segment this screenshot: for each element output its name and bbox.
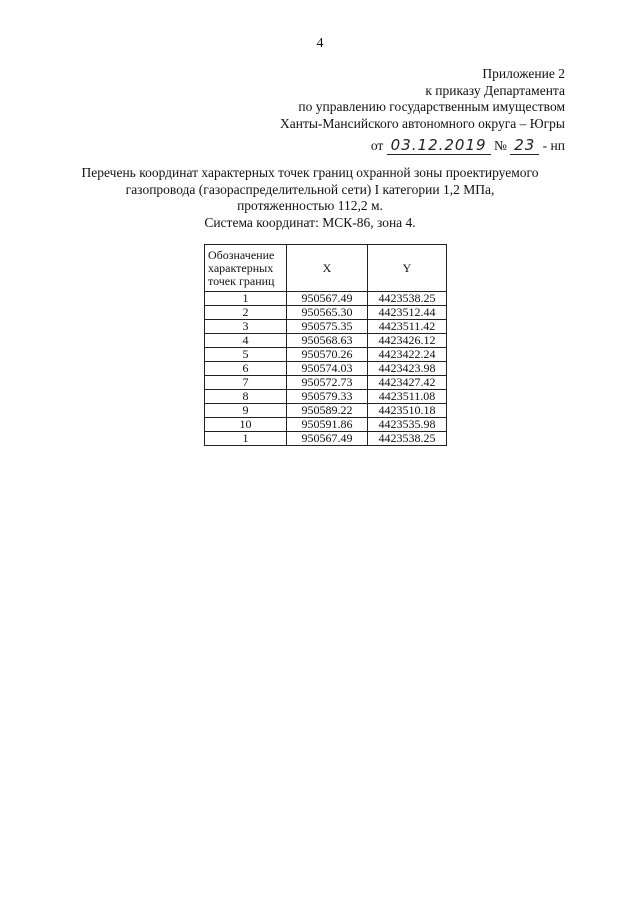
document-title (0, 165, 630, 231)
table-row (205, 334, 447, 348)
table-row (205, 376, 447, 390)
order-date-handwritten: 03.12.2019 (387, 136, 491, 155)
cell-x: 950570.26 (287, 348, 368, 362)
order-no-label: № (493, 138, 507, 153)
cell-point: 1 (205, 432, 287, 446)
table-row (205, 432, 447, 446)
cell-point: 9 (205, 404, 287, 418)
cell-point: 7 (205, 376, 287, 390)
header-point: Обозначение характерных точек границ (205, 245, 287, 292)
cell-x: 950579.33 (287, 390, 368, 404)
title-line: Система координат: МСК-86, зона 4. (204, 214, 416, 230)
table-row (205, 404, 447, 418)
cell-y: 4423511.08 (368, 390, 447, 404)
cell-y: 4423427.42 (368, 376, 447, 390)
table-row (205, 320, 447, 334)
cell-point: 3 (205, 320, 287, 334)
cell-x: 950572.73 (287, 376, 368, 390)
cell-y: 4423422.24 (368, 348, 447, 362)
order-number-handwritten: 23 (510, 136, 539, 155)
appendix-line: по управлению государственным имуществом (298, 99, 565, 114)
cell-point: 2 (205, 306, 287, 320)
table-row (205, 390, 447, 404)
cell-point: 1 (205, 292, 287, 306)
cell-y: 4423423.98 (368, 362, 447, 376)
cell-x: 950574.03 (287, 362, 368, 376)
title-line: Перечень координат характерных точек границ охранной зоны проектируемого (81, 165, 539, 180)
cell-x: 950589.22 (287, 404, 368, 418)
order-prefix: от (370, 138, 384, 153)
cell-y: 4423426.12 (368, 334, 447, 348)
table-row (205, 418, 447, 432)
cell-y: 4423538.25 (368, 432, 447, 446)
cell-x: 950567.49 (287, 292, 368, 306)
cell-x: 950565.30 (287, 306, 368, 320)
cell-x: 950568.63 (287, 334, 368, 348)
header-x: X (287, 245, 368, 292)
table-row (205, 292, 447, 306)
cell-point: 10 (205, 418, 287, 432)
cell-y: 4423511.42 (368, 320, 447, 334)
table-row (205, 306, 447, 320)
table-row (205, 348, 447, 362)
cell-point: 8 (205, 390, 287, 404)
cell-point: 5 (205, 348, 287, 362)
cell-x: 950575.35 (287, 320, 368, 334)
appendix-line: к приказу Департамента (425, 82, 565, 98)
cell-y: 4423535.98 (368, 418, 447, 432)
cell-y: 4423538.25 (368, 292, 447, 306)
cell-point: 4 (205, 334, 287, 348)
coordinates-table (204, 244, 447, 446)
appendix-header (280, 66, 565, 132)
cell-point: 6 (205, 362, 287, 376)
order-suffix: - нп (542, 138, 565, 153)
order-reference (371, 136, 565, 155)
title-line: протяженностью 112,2 м. (237, 198, 383, 213)
title-line: газопровода (газораспределительной сети) I категории 1,2 МПа, (125, 181, 495, 197)
table-row (205, 362, 447, 376)
appendix-line: Ханты-Мансийского автономного округа – Югры (280, 115, 565, 131)
table-header-row (205, 245, 447, 292)
page-number: 4 (316, 36, 324, 51)
cell-y: 4423512.44 (368, 306, 447, 320)
appendix-line: Приложение 2 (482, 66, 565, 81)
header-y: Y (368, 245, 447, 292)
cell-x: 950591.86 (287, 418, 368, 432)
cell-x: 950567.49 (287, 432, 368, 446)
cell-y: 4423510.18 (368, 404, 447, 418)
